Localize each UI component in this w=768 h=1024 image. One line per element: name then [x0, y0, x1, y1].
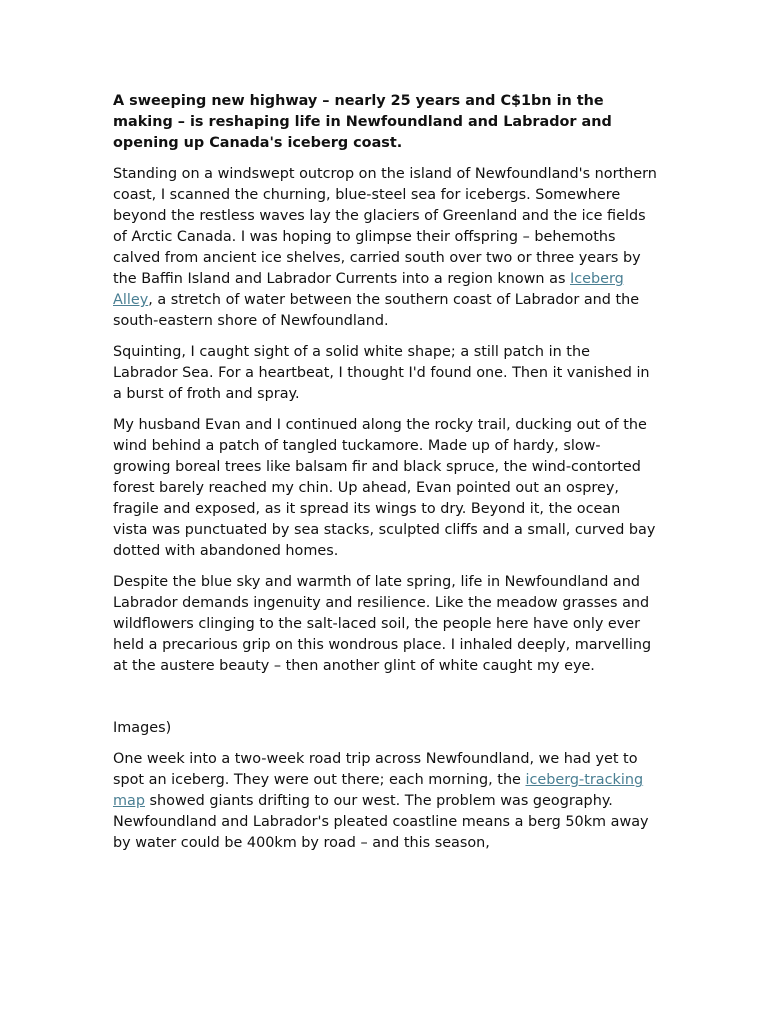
paragraph-5 [113, 749, 658, 854]
image-caption: Images) [113, 720, 172, 736]
paragraph-1-text-end: , a stretch of water between the southern coast of Labrador and the south-eastern shore of Newfoundland. [113, 292, 640, 329]
iceberg-tracking-map-link[interactable]: iceberg-tracking map [113, 772, 644, 809]
article-body [113, 91, 658, 864]
paragraph-1-text-start: Standing on a windswept outcrop on the island of Newfoundland's northern coast, I scanned the churning, blue-steel sea for icebergs. Somewhere beyond the restless waves lay the glaciers of Greenland and the ice fields of Arctic Canada. I was hoping to glimpse their offspring – behemoths calved from ancient ice shelves, carried south over two or three years by the Baffin Island and Labrador Currents into a region known as [113, 166, 657, 287]
paragraph-3: My husband Evan and I continued along the rocky trail, ducking out of the wind behind a patch of tangled tuckamore. Made up of hardy, slow-growing boreal trees like balsam fir and black spruce, the wind-contorted forest barely reached my chin. Up ahead, Evan pointed out an osprey, fragile and exposed, as it spread its wings to dry. Beyond it, the ocean vista was punctuated by sea stacks, sculpted cliffs and a small, curved bay dotted with abandoned homes. [113, 417, 656, 559]
iceberg-alley-link[interactable]: Iceberg Alley [113, 271, 624, 308]
paragraph-5-text-start: One week into a two-week road trip across Newfoundland, we had yet to spot an iceberg. They were out there; each morning, the [113, 751, 638, 788]
paragraph-1 [113, 164, 658, 332]
paragraph-2: Squinting, I caught sight of a solid white shape; a still patch in the Labrador Sea. For a heartbeat, I thought I'd found one. Then it vanished in a burst of froth and spray. [113, 344, 650, 402]
article-standfirst: A sweeping new highway – nearly 25 years and C$1bn in the making – is reshaping life in Newfoundland and Labrador and opening up Canada's iceberg coast. [113, 93, 612, 151]
paragraph-5-text-end: showed giants drifting to our west. The problem was geography. Newfoundland and Labrador's pleated coastline means a berg 50km away by water could be 400km by road – and this season, [113, 793, 649, 851]
paragraph-4: Despite the blue sky and warmth of late spring, life in Newfoundland and Labrador demands ingenuity and resilience. Like the meadow grasses and wildflowers clinging to the salt-laced soil, the people here have only ever held a precarious grip on this wondrous place. I inhaled deeply, marvelling at the austere beauty – then another glint of white caught my eye. [113, 574, 652, 674]
